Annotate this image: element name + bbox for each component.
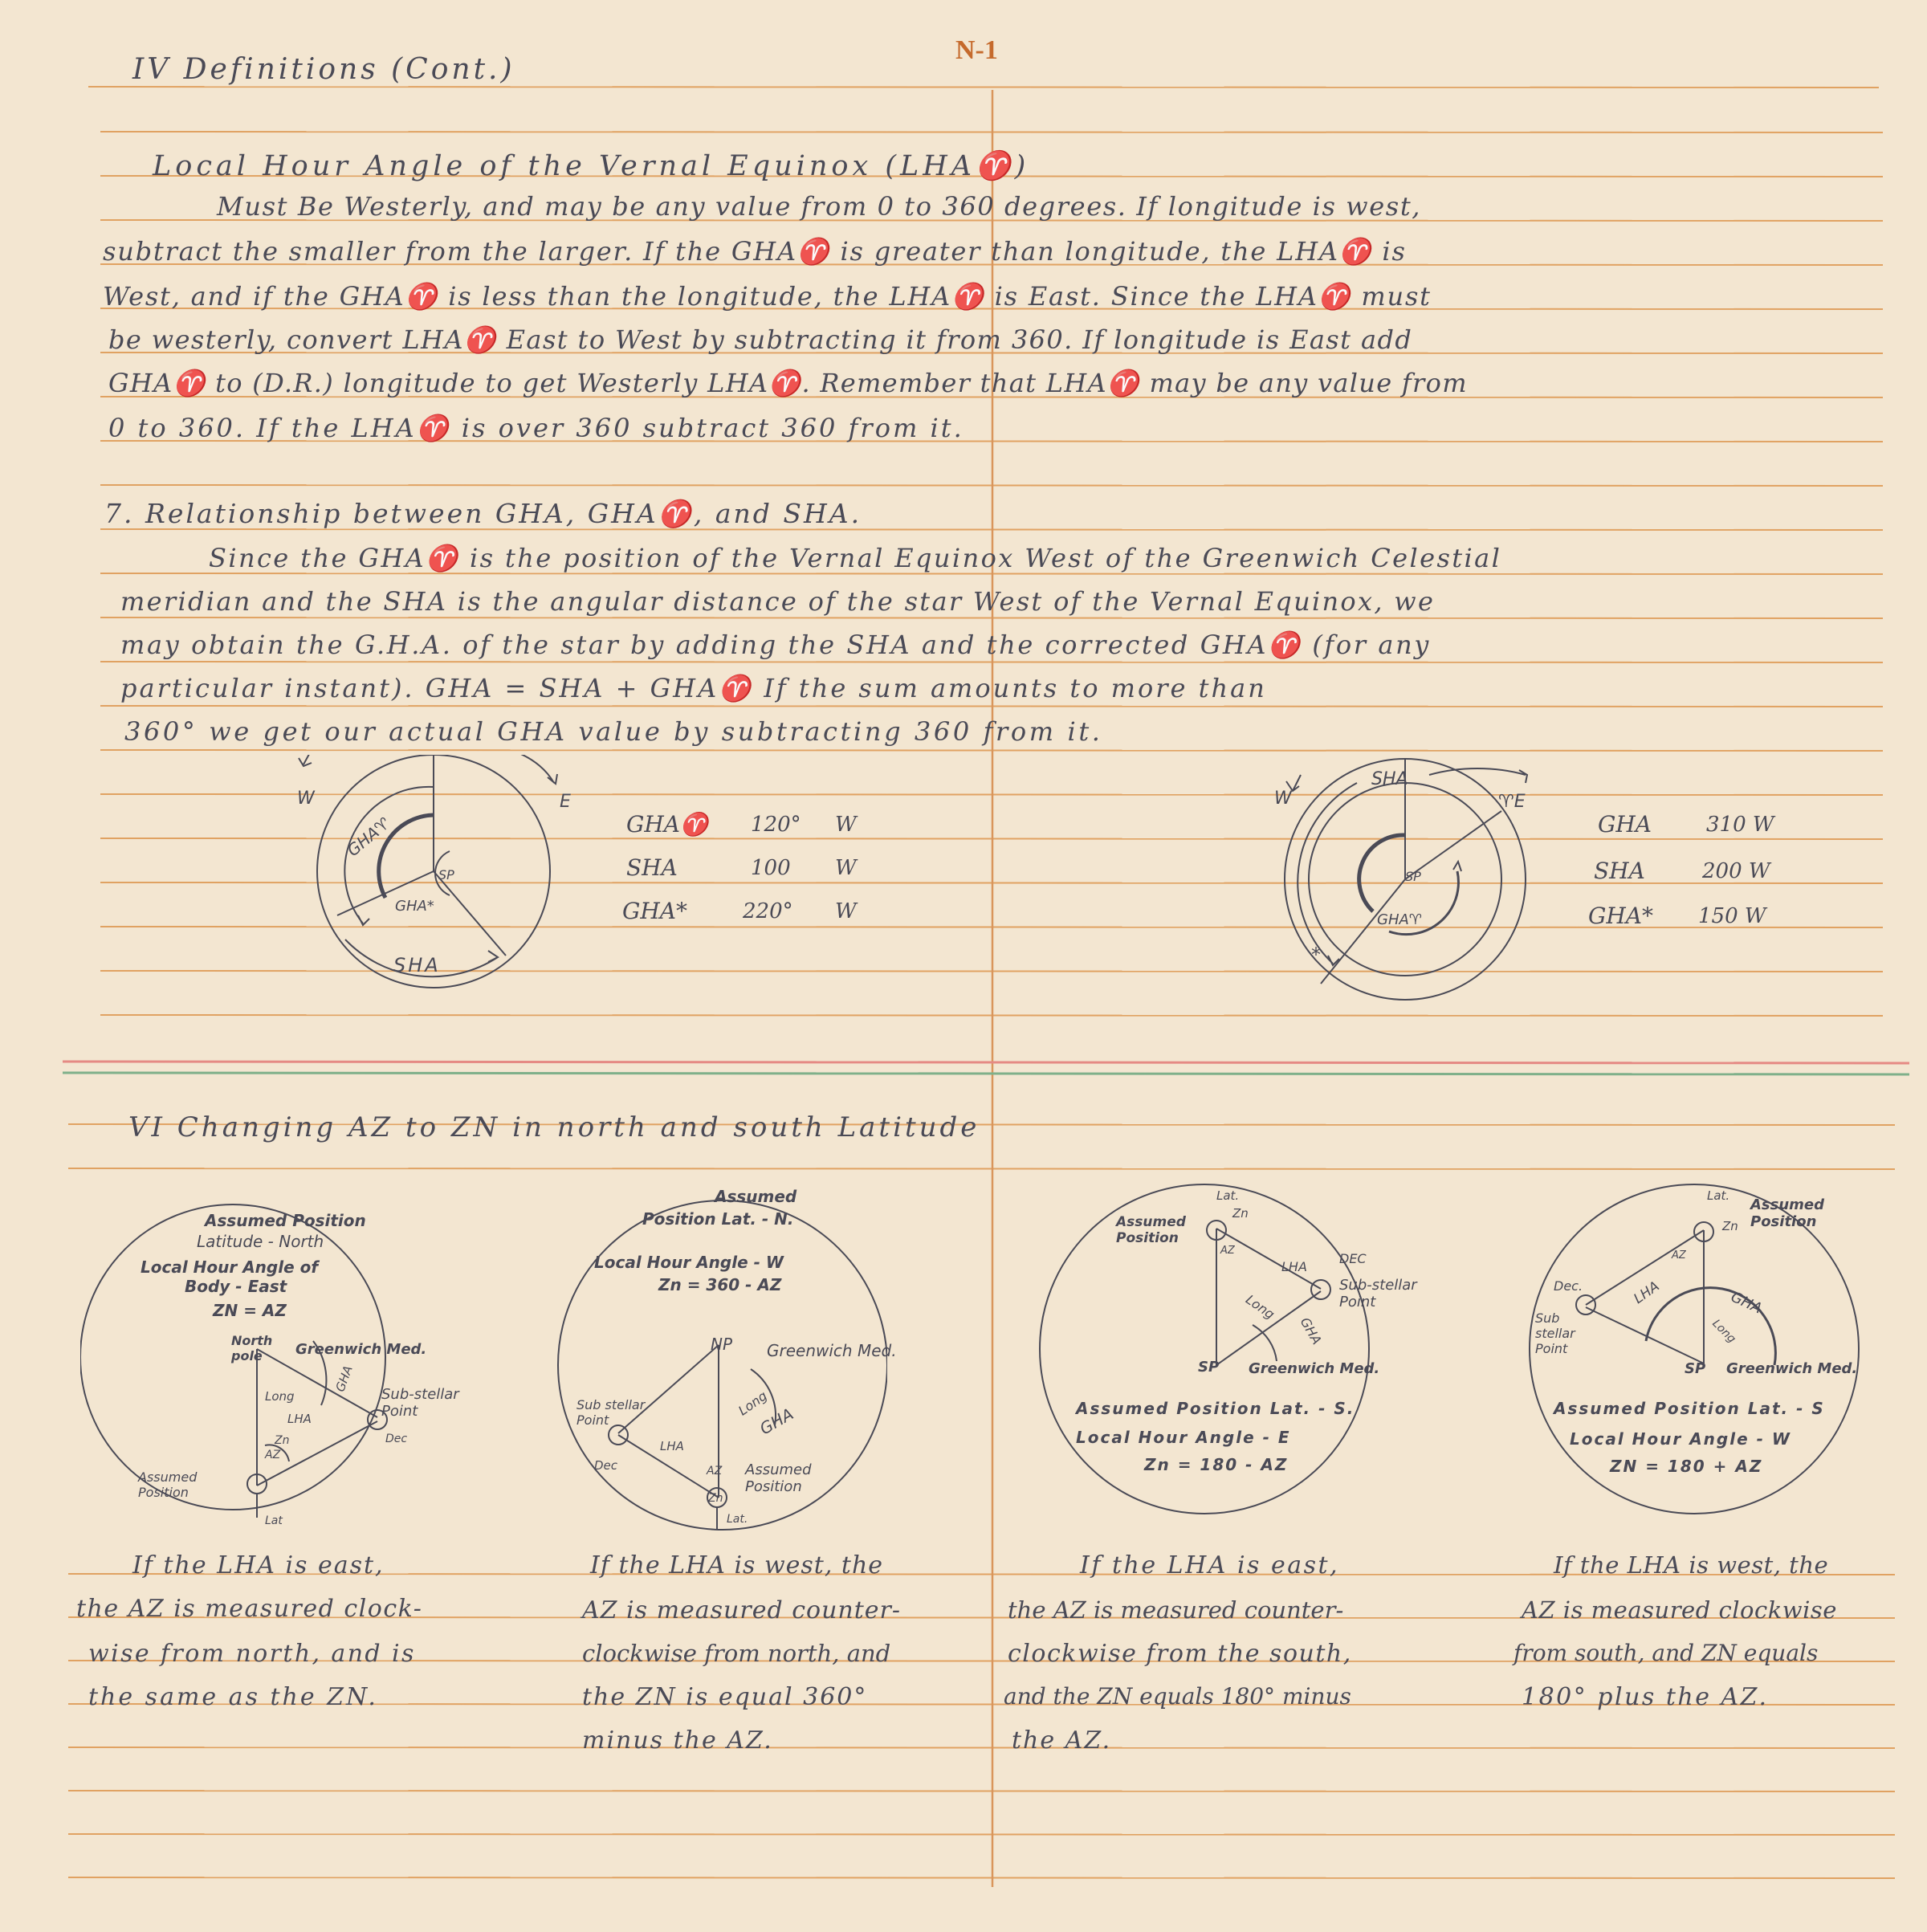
caption-line: minus the AZ.: [582, 1726, 773, 1755]
green-divider: [63, 1073, 1909, 1074]
ap-label: Assumed Position: [138, 1469, 198, 1500]
rule-line: [68, 1168, 1895, 1169]
note: Local Hour Angle - W: [1570, 1429, 1791, 1449]
ssp-label: Sub-stellar Point: [381, 1386, 459, 1420]
note: Zn = 180 - AZ: [1144, 1455, 1289, 1474]
note: Local Hour Angle - W: [594, 1253, 784, 1272]
lat-label: Lat.: [1707, 1188, 1730, 1203]
lha-line: be westerly, convert LHA♈ East to West by subtracting it from 360. If longitude is East add: [108, 324, 1413, 355]
long-label: Long: [735, 1388, 770, 1419]
caption-line: 180° plus the AZ.: [1522, 1683, 1769, 1711]
note: Zn = 360 - AZ: [658, 1275, 782, 1294]
e-label: ♈E: [1498, 792, 1526, 812]
e-arrow: [466, 755, 557, 784]
table-cell: 150 W: [1698, 904, 1766, 928]
gha-aries-label: GHA♈: [343, 813, 394, 861]
long-label: Long: [265, 1389, 295, 1404]
north-pole-label: North pole: [231, 1333, 273, 1363]
rule-line: [68, 1747, 1895, 1748]
table-cell: SHA: [626, 854, 678, 881]
caption-line: the AZ.: [1012, 1726, 1112, 1755]
note: ZN = 180 + AZ: [1610, 1457, 1763, 1476]
gha-label: GHA: [332, 1363, 356, 1394]
zn-label: Zn: [1722, 1219, 1738, 1233]
gha-label: GHA: [756, 1404, 797, 1439]
zn-label: Zn: [275, 1434, 290, 1447]
az-label: AZ: [1220, 1245, 1235, 1257]
page-number: N-1: [955, 35, 998, 65]
ssp-label: Sub stellar Point: [576, 1397, 646, 1428]
sp-ssp-line: [1586, 1307, 1704, 1363]
note: Position Lat. - N.: [642, 1209, 794, 1229]
lha-line: West, and if the GHA♈ is less than the longitude, the LHA♈ is East. Since the LHA♈ must: [103, 281, 1432, 312]
rel-line: particular instant). GHA = SHA + GHA♈ If the sum amounts to more than: [120, 673, 1267, 703]
note: Assumed Position Lat. - S: [1554, 1399, 1825, 1418]
zn-label: Zn: [708, 1492, 723, 1505]
rule-line: [68, 1834, 1895, 1835]
lha-label: LHA: [1281, 1259, 1307, 1274]
greenwich-label: Greenwich Med.: [767, 1341, 897, 1360]
np-ssp-line: [257, 1349, 377, 1417]
lat-label: Lat.: [727, 1513, 748, 1526]
sha-label: SHA: [393, 954, 441, 976]
inner-arc: [1359, 835, 1405, 911]
zn-label: Zn: [1232, 1206, 1249, 1221]
note: Assumed Position: [205, 1211, 366, 1230]
caption-line: clockwise from the south,: [1008, 1640, 1352, 1668]
caption-line: wise from north, and is: [88, 1640, 416, 1668]
table-cell: W: [835, 899, 857, 923]
ssp-circle: [1311, 1280, 1330, 1299]
table-cell: GHA*: [1588, 903, 1654, 929]
ap-label: Assumed Position: [1750, 1196, 1825, 1230]
dec-label: Dec: [594, 1458, 618, 1473]
rule-line: [68, 1877, 1895, 1878]
caption-line: clockwise from north, and: [582, 1640, 891, 1667]
note: Latitude - North: [197, 1232, 324, 1251]
table-cell: 100: [751, 856, 791, 880]
greenwich-label: Greenwich Med.: [1726, 1360, 1858, 1377]
gha-label: GHA: [1297, 1314, 1325, 1347]
note: Assumed: [715, 1187, 797, 1206]
greenwich-label: Greenwich Med.: [1249, 1360, 1380, 1377]
lha-line: GHA♈ to (D.R.) longitude to get Westerly LHA♈. Remember that LHA♈ may be any value from: [108, 368, 1468, 398]
rel-line: meridian and the SHA is the angular distance of the star West of the Vernal Equinox, we: [120, 586, 1436, 617]
np-label: NP: [711, 1335, 733, 1354]
note: Body - East: [185, 1277, 287, 1296]
star-line: [434, 871, 506, 956]
caption-line: the ZN is equal 360°: [582, 1683, 868, 1711]
dec-label: DEC: [1339, 1251, 1367, 1266]
table-cell: W: [835, 856, 857, 880]
table-cell: SHA: [1594, 858, 1645, 884]
caption-line: the AZ is measured counter-: [1008, 1596, 1344, 1624]
e-arrow: [1429, 768, 1527, 783]
table-cell: GHA♈: [626, 811, 708, 838]
relationship-title: 7. Relationship between GHA, GHA♈, and SHA.: [104, 498, 862, 529]
rel-line: 360° we get our actual GHA value by subtracting 360 from it.: [124, 716, 1103, 747]
section-heading: IV Definitions (Cont.): [132, 53, 515, 86]
note: Assumed Position Lat. - S.: [1076, 1399, 1355, 1418]
caption-line: If the LHA is west, the: [590, 1551, 884, 1579]
gha-label: GHA: [1728, 1288, 1765, 1318]
table-cell: 200 W: [1702, 859, 1770, 883]
az-label: AZ: [1672, 1249, 1686, 1262]
dec-label: Dec: [385, 1433, 408, 1445]
lha-line: Must Be Westerly, and may be any value from 0 to 360 degrees. If longitude is west,: [217, 191, 1422, 222]
table-cell: 220°: [743, 899, 793, 923]
lha-label: LHA: [660, 1439, 684, 1453]
sp-label: SP: [1198, 1359, 1220, 1376]
caption-line: the AZ is measured clock-: [76, 1595, 423, 1623]
w-arrow: [299, 755, 313, 766]
ap-label: Assumed Position: [745, 1461, 812, 1495]
az-label: AZ: [265, 1449, 281, 1461]
red-divider: [63, 1062, 1909, 1063]
caption-line: AZ is measured counter-: [582, 1596, 902, 1624]
caption-line: AZ is measured clockwise: [1522, 1596, 1837, 1624]
rel-line: Since the GHA♈ is the position of the Vernal Equinox West of the Greenwich Celestial: [209, 543, 1502, 573]
table-cell: 120°: [751, 813, 801, 837]
e-label: E: [560, 792, 571, 812]
az-label: AZ: [707, 1465, 723, 1478]
ssp-label: Sub stellar Point: [1535, 1310, 1575, 1356]
lha-label: LHA: [287, 1412, 312, 1426]
lha-label: LHA: [1631, 1278, 1663, 1307]
caption-line: from south, and ZN equals: [1513, 1640, 1819, 1666]
caption-line: If the LHA is west, the: [1554, 1551, 1829, 1579]
sp-label: SP: [1405, 869, 1421, 884]
long-label: Long: [1243, 1291, 1277, 1323]
w-label: W: [297, 789, 315, 809]
lha-line: subtract the smaller from the larger. If the GHA♈ is greater than longitude, the LHA♈ is: [103, 236, 1407, 267]
ssp-label: Sub-stellar Point: [1339, 1277, 1417, 1310]
greenwich-label: Greenwich Med.: [295, 1341, 427, 1358]
table-cell: GHA*: [622, 898, 688, 924]
ap-label: Assumed Position: [1116, 1214, 1186, 1246]
sp-label: SP: [438, 867, 454, 882]
long-label: Long: [1709, 1317, 1738, 1346]
lat-label: Lat: [265, 1514, 283, 1527]
caption-line: the same as the ZN.: [88, 1683, 378, 1711]
table-cell: W: [835, 813, 857, 837]
note: Local Hour Angle - E: [1076, 1428, 1291, 1447]
section-heading: VI Changing AZ to ZN in north and south Latitude: [128, 1111, 980, 1143]
lat-label: Lat.: [1216, 1188, 1240, 1203]
caption-line: If the LHA is east,: [1080, 1551, 1340, 1579]
w-label: W: [1274, 789, 1292, 809]
gha-star-label: GHA*: [395, 898, 434, 915]
sp-label: SP: [1685, 1360, 1706, 1377]
lha-title: Local Hour Angle of the Vernal Equinox (LHA♈): [153, 150, 1030, 182]
caption-line: and the ZN equals 180° minus: [1004, 1683, 1351, 1710]
rule-line: [88, 87, 1879, 88]
table-cell: GHA: [1598, 811, 1652, 838]
lha-line: 0 to 360. If the LHA♈ is over 360 subtract 360 from it.: [108, 413, 964, 443]
gha-aries-arrowhead: [1453, 862, 1461, 871]
rel-line: may obtain the G.H.A. of the star by adding the SHA and the corrected GHA♈ (for any: [120, 630, 1431, 660]
gha-aries-label: GHA♈: [1377, 911, 1422, 928]
note: Local Hour Angle of: [141, 1257, 319, 1277]
note: ZN = AZ: [213, 1301, 287, 1320]
caption-line: If the LHA is east,: [132, 1551, 385, 1579]
dec-label: Dec.: [1554, 1278, 1583, 1294]
star-label: *: [1311, 944, 1321, 966]
sha-label: SHA: [1371, 769, 1408, 789]
table-cell: 310 W: [1706, 813, 1774, 837]
